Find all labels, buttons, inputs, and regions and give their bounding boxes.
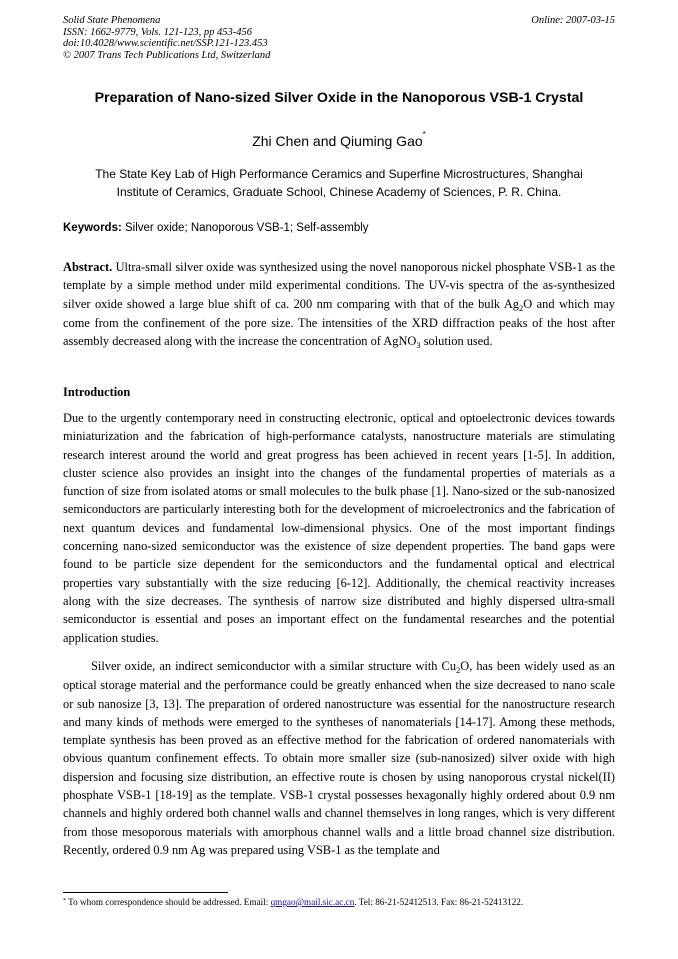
subscript: 2	[519, 302, 524, 313]
journal-issn: ISSN: 1662-9779, Vols. 121-123, pp 453-456	[63, 26, 252, 38]
abstract	[63, 258, 615, 351]
intro-paragraph: Due to the urgently contemporary need in constructing electronic, optical and optoelectronic devices towards miniaturization and the fabrication of high-performance catalysts, nanostructure materials are stimulating research interest around the world and great progress has been achieved in recent years [1-5]. In addition, cluster science also provides an insight into the changes of the fundamental properties of materials as a function of size from isolated atoms or small molecules to the bulk phase [1]. Nano-sized or the sub-nanosized semiconductors are particularly interesting both for the development of microelectronics and the fabrication of next quantum devices and fundamental low-dimensional physics. One of the most important findings concerning nano-sized semiconductor was the existence of size dependent properties. The band gaps were found to be particle size dependent for the semiconductors and the fundamental optical and electrical properties vary substantially with the size reducing [6-12]. Additionally, the chemical reactivity increases along with the size decreases. The synthesis of narrow size distributed and highly dispersed ultra-small semiconductor is essential and poses an important effect on the fundamental researches and the potential application studies.	[63, 411, 615, 645]
abstract-text: O and which may come from the confinement of the pore size. The intensities of the XRD diffraction peaks of the host after assembly decreased along with the increase the concentration of AgNO	[63, 296, 615, 349]
subscript: 2	[456, 665, 461, 675]
affiliation	[63, 165, 615, 201]
journal-copyright: © 2007 Trans Tech Publications Ltd, Switzerland	[63, 49, 271, 61]
journal-name: Solid State Phenomena	[63, 15, 161, 26]
affiliation-line: The State Key Lab of High Performance Ceramics and Superfine Microstructures, Shanghai	[95, 167, 583, 181]
footnote-mark: *	[63, 898, 66, 904]
affiliation-line: Institute of Ceramics, Graduate School, Chinese Academy of Sciences, P. R. China.	[116, 185, 562, 199]
footnote-divider	[63, 892, 228, 893]
footnote-text: To whom correspondence should be addressed. Email:	[66, 897, 271, 907]
intro-paragraph	[63, 657, 615, 859]
footnote-text: . Tel: 86-21-52412513. Fax: 86-21-52413122.	[354, 897, 524, 907]
author-line	[40, 130, 638, 149]
abstract-text: Ultra-small silver oxide was synthesized using the novel nanoporous nickel phosphate VSB-1 as the template by a simple method under mild experimental conditions. The UV-vis spectra of the as-synthesized silver oxide showed a large blue shift of ca. 200 nm comparing with that of the bulk Ag	[63, 260, 615, 311]
keywords-text: Silver oxide; Nanoporous VSB-1; Self-assembly	[125, 222, 369, 234]
correspondence-mark: *	[422, 130, 426, 139]
journal-header	[63, 15, 270, 61]
section-heading: Introduction	[63, 385, 131, 399]
subscript: 3	[416, 340, 421, 351]
paper-title: Preparation of Nano-sized Silver Oxide in the Nanoporous VSB-1 Crystal	[94, 90, 584, 106]
abstract-text: solution used.	[420, 334, 493, 349]
email-link[interactable]: qmgao@mail.sic.ac.cn	[270, 897, 355, 907]
abstract-label: Abstract.	[63, 260, 113, 274]
paragraph-text: Silver oxide, an indirect semiconductor with a similar structure with Cu	[91, 659, 457, 673]
online-date: Online: 2007-03-15	[531, 15, 615, 26]
keywords-label: Keywords:	[63, 222, 122, 234]
journal-doi: doi:10.4028/www.scientific.net/SSP.121-123.453	[63, 38, 268, 49]
paragraph-text: O, has been widely used as an optical storage material and the performance could be greatly enhanced when the size decreased to nano scale or sub nanosize [3, 13]. The preparation of ordered nanostructure was essential for the nanostructure research and many kinds of methods were emerged to the syntheses of nanomaterials [14-17]. Among these methods, template synthesis has been proved as an effective method for the fabrication of ordered nanomaterials with obvious quantum confinement effects. To obtain more smaller size (sub-nanosized) silver oxide with high dispersion and focusing size distribution, an effective route is chosen by using nanoporous crystal nickel(II) phosphate VSB-1 [18-19] as the template. VSB-1 crystal possesses hexagonally highly ordered about 0.9 nm channels and highly ordered both channel walls and channel themselves in long ranges, which is very different from those mesoporous materials with amorphous channel walls and a little broad channel size distribution. Recently, ordered 0.9 nm Ag was prepared using VSB-1 as the template and	[63, 659, 615, 857]
footnote	[63, 897, 623, 907]
keywords	[63, 222, 615, 234]
author-names: Zhi Chen and Qiuming Gao	[252, 133, 423, 149]
